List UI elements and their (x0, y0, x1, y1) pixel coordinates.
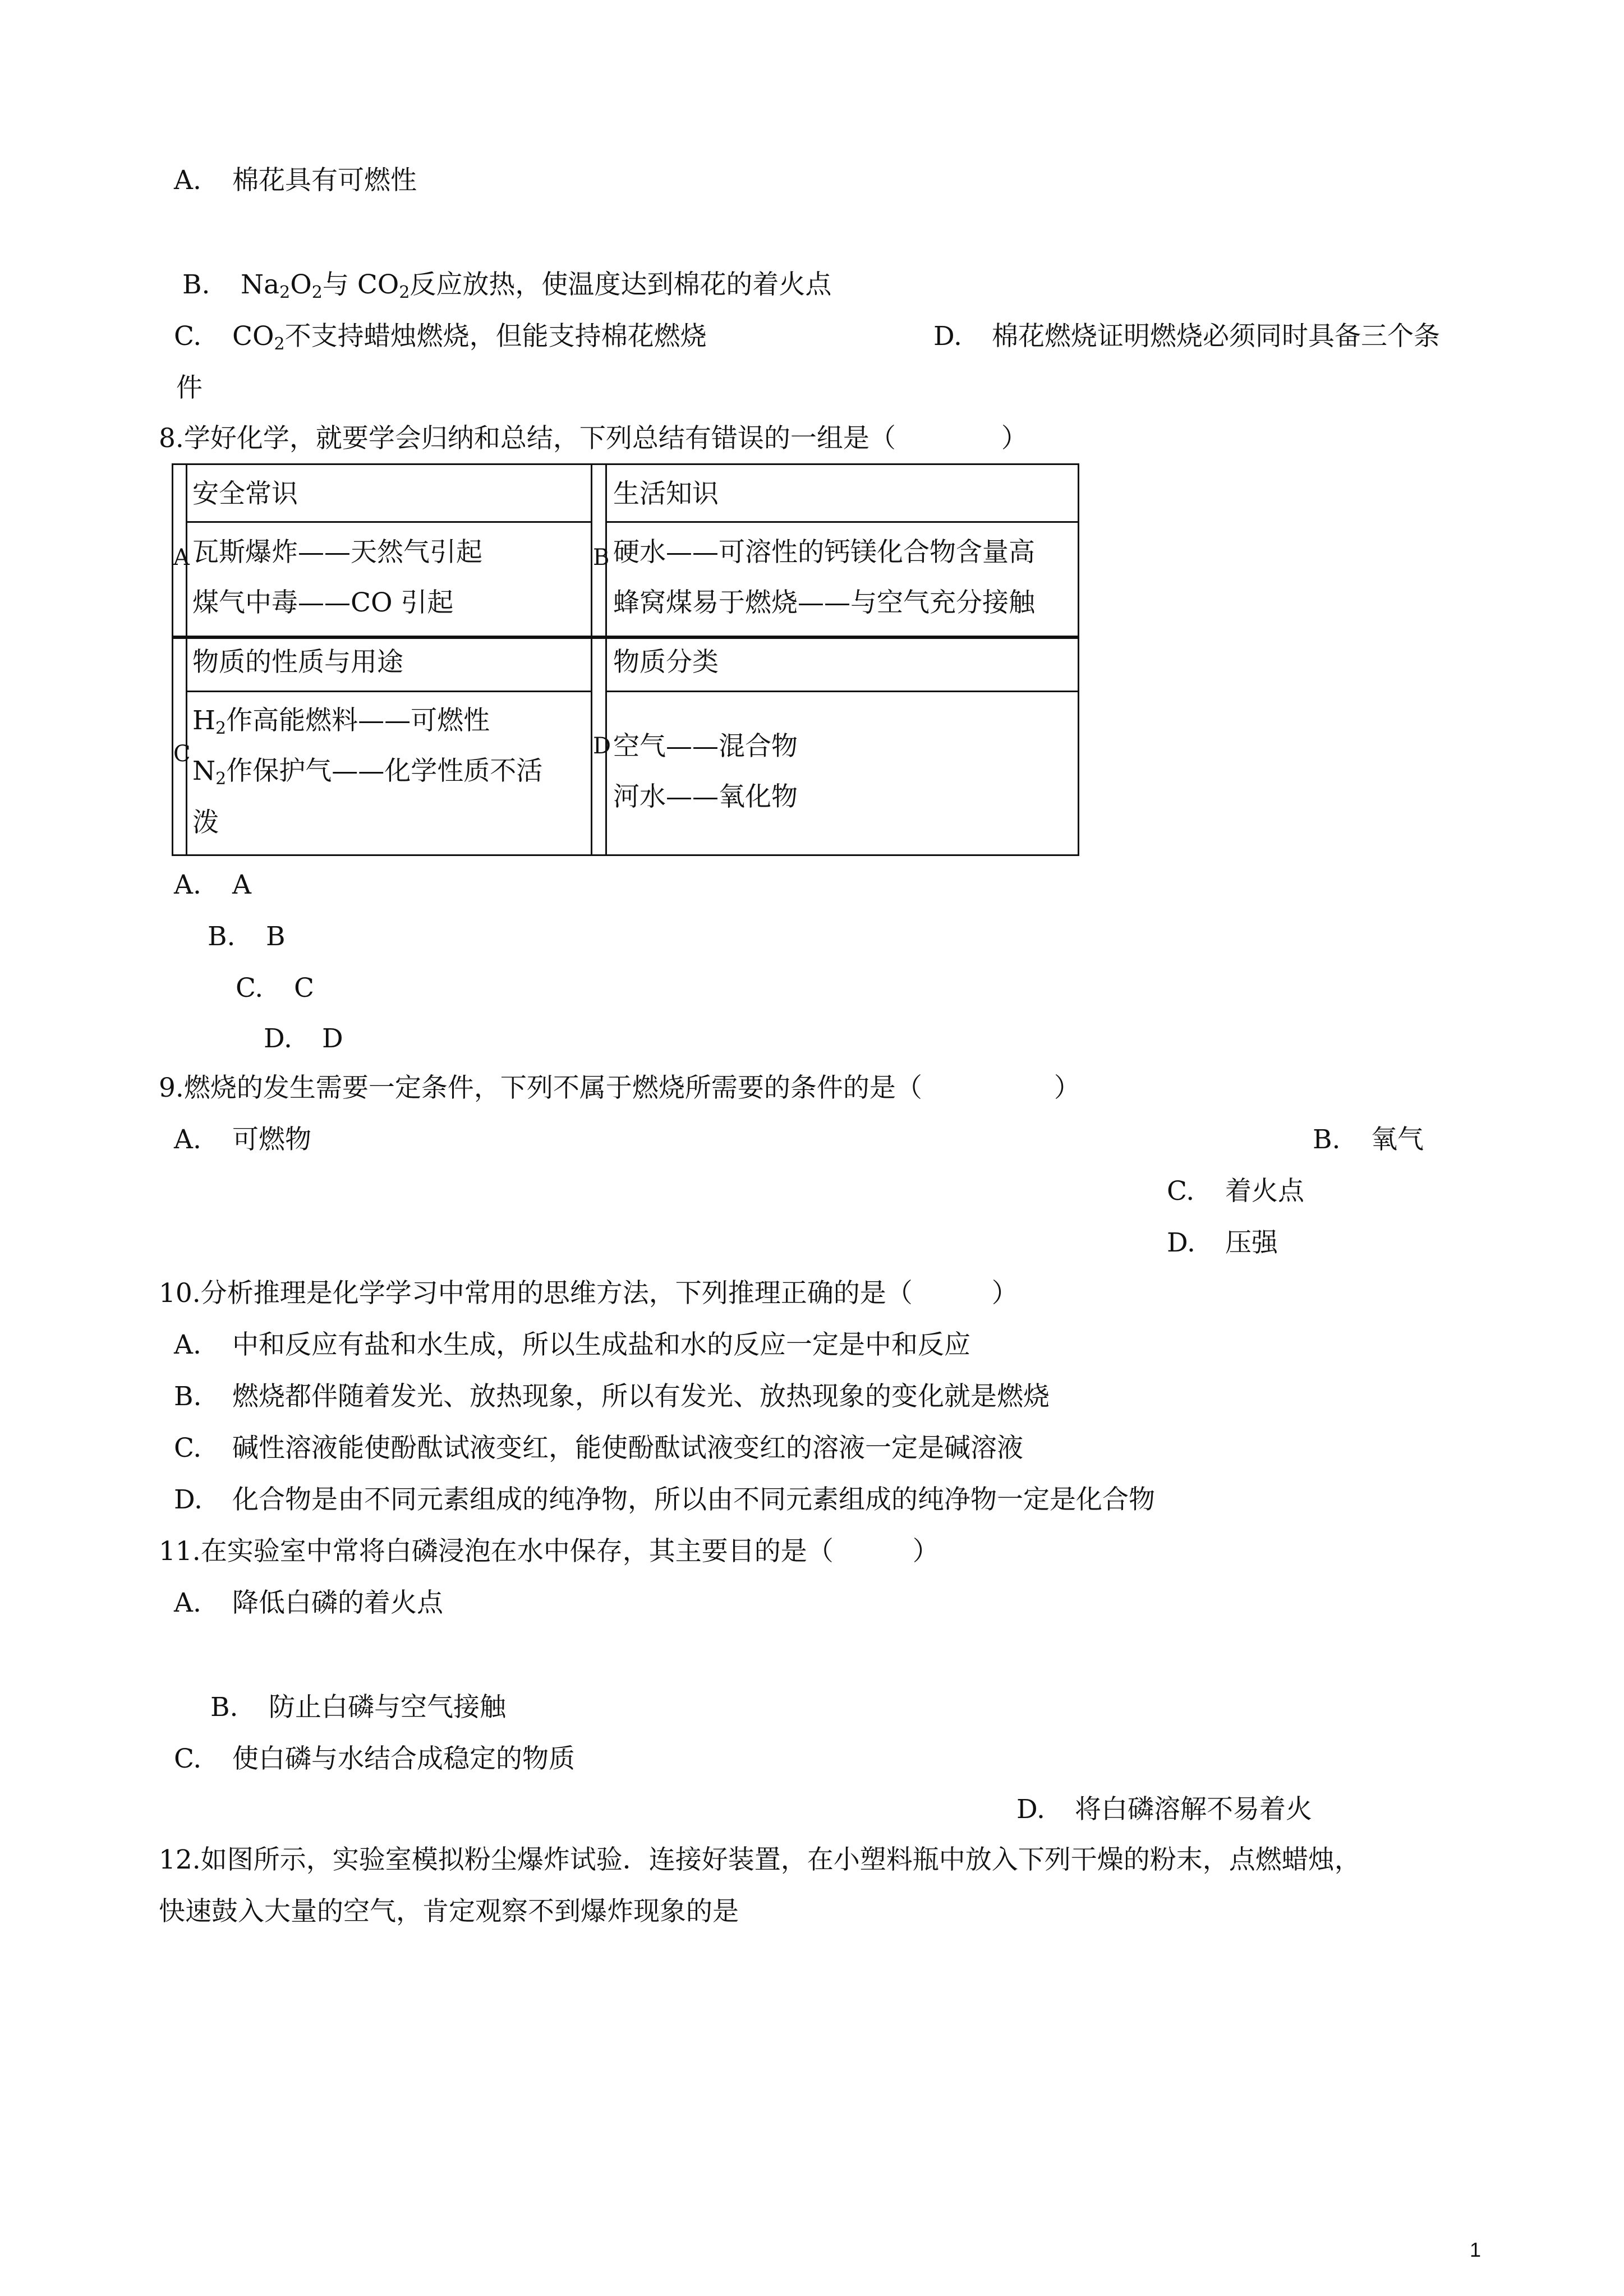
q10-option-b: B. 燃烧都伴随着发光、放热现象，所以有发光、放热现象的变化就是燃烧 (174, 1381, 1050, 1412)
q7-option-d-wrap: 件 (176, 372, 203, 403)
table-header-rule-right (605, 521, 1078, 523)
table-row-divider (173, 636, 1078, 639)
cell-c-header: 物质的性质与用途 (192, 647, 403, 678)
q7-option-b: B. $Na_2O_2$与 $CO_2$反应放热，使温度达到棉花的着火点 (182, 269, 832, 302)
q9-option-c: C. 着火点 (1167, 1176, 1304, 1207)
cell-d-header: 物质分类 (613, 647, 719, 678)
q9-option-a: A. 可燃物 (174, 1124, 311, 1155)
q8-option-c: C. C (236, 973, 314, 1004)
table-tag-d: D (593, 733, 611, 759)
cell-c-line3: 泼 (192, 807, 219, 838)
table-header-rule-right-2 (605, 691, 1078, 692)
table-middle-inner-rule (605, 465, 607, 854)
q9-stem: 9.燃烧的发生需要一定条件，下列不属于燃烧所需要的条件的是（ ） (159, 1073, 1080, 1103)
q10-option-d: D. 化合物是由不同元素组成的纯净物，所以由不同元素组成的纯净物一定是化合物 (174, 1484, 1155, 1515)
table-tag-c: C (173, 741, 191, 767)
q9-option-b: B. 氧气 (1313, 1124, 1424, 1155)
q11-option-d: D. 将白磷溶解不易着火 (1016, 1794, 1312, 1825)
cell-c-line1: $H_2$作高能燃料——可燃性 (192, 705, 490, 738)
cell-a-line2: 煤气中毒——CO 引起 (192, 587, 454, 618)
q7-option-d: D. 棉花燃烧证明燃烧必须同时具备三个条 (933, 321, 1440, 352)
table-middle-rule (591, 465, 592, 854)
q11-option-b: B. 防止白磷与空气接触 (210, 1692, 506, 1723)
q7-option-c: C. $CO_2$不支持蜡烛燃烧，但能支持棉花燃烧 (174, 321, 707, 354)
q10-option-c: C. 碱性溶液能使酚酞试液变红，能使酚酞试液变红的溶液一定是碱溶液 (174, 1433, 1023, 1464)
table-header-rule-left-2 (186, 691, 591, 692)
q8-option-d: D. D (264, 1023, 343, 1054)
cell-d-line2: 河水——氧化物 (613, 781, 798, 812)
q11-option-a: A. 降低白磷的着火点 (174, 1588, 443, 1618)
table-inner-left-rule (186, 465, 187, 854)
q8-stem: 8.学好化学，就要学会归纳和总结，下列总结有错误的一组是（ ） (159, 423, 1028, 454)
q9-option-d: D. 压强 (1167, 1227, 1278, 1258)
q8-table (172, 463, 1079, 856)
cell-b-line2: 蜂窝煤易于燃烧——与空气充分接触 (613, 587, 1035, 618)
table-tag-a: A (173, 545, 190, 570)
cell-b-header: 生活知识 (613, 478, 719, 509)
q7-option-a: A. 棉花具有可燃性 (174, 165, 417, 196)
q8-option-a: A. A (174, 869, 251, 900)
q11-option-c: C. 使白磷与水结合成稳定的物质 (174, 1743, 575, 1774)
cell-a-header: 安全常识 (192, 478, 298, 509)
cell-d-line1: 空气——混合物 (613, 731, 798, 762)
cell-c-line2: $N_2$作保护气——化学性质不活 (192, 756, 543, 789)
cell-b-line1: 硬水——可溶性的钙镁化合物含量高 (613, 537, 1035, 568)
q10-stem: 10.分析推理是化学学习中常用的思维方法，下列推理正确的是（ ） (159, 1278, 1018, 1309)
table-header-rule-left (186, 521, 591, 523)
q10-option-a: A. 中和反应有盐和水生成，所以生成盐和水的反应一定是中和反应 (174, 1329, 970, 1360)
table-tag-b: B (593, 545, 610, 570)
page-number: 1 (1470, 2238, 1482, 2261)
q12-stem-line2: 快速鼓入大量的空气，肯定观察不到爆炸现象的是 (159, 1896, 739, 1927)
q12-stem-line1: 12.如图所示，实验室模拟粉尘爆炸试验．连接好装置，在小塑料瓶中放入下列干燥的粉末，点燃蜡烛， (159, 1844, 1361, 1875)
q11-stem: 11.在实验室中常将白磷浸泡在水中保存，其主要目的是（ ） (159, 1536, 939, 1567)
q8-option-b: B. B (208, 921, 286, 952)
cell-a-line1: 瓦斯爆炸——天然气引起 (192, 537, 482, 568)
